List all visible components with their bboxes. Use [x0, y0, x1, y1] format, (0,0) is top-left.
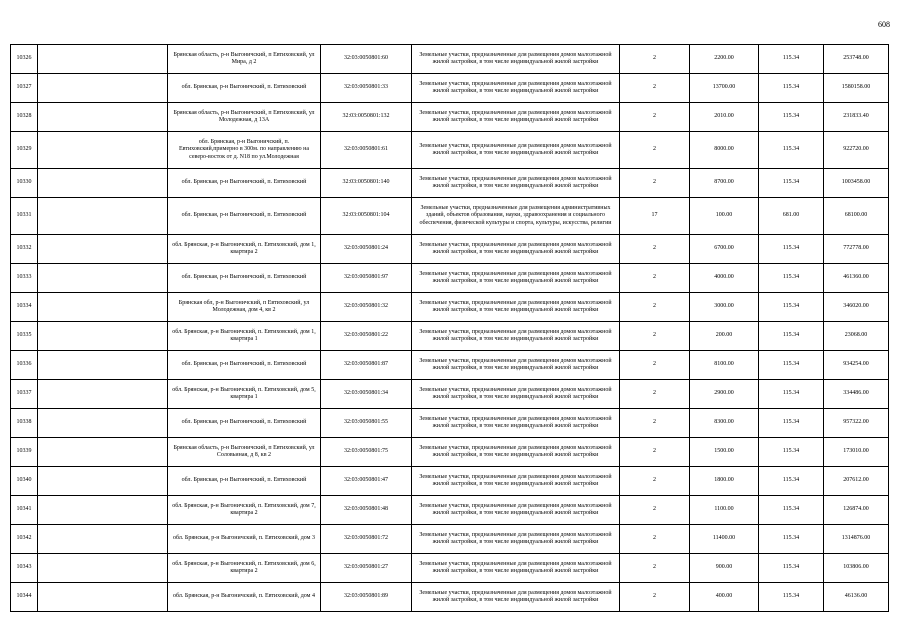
cadastral-number-cell: 32:03:0050801:34 — [321, 380, 412, 409]
land-use-cell: Земельные участки, предназначенные для размещения домов малоэтажной жилой застройки, в том числе индивидуальной жилой застройки — [412, 74, 620, 103]
area-cell: 2200.00 — [690, 45, 759, 74]
cadastral-value-cell: 68100.00 — [824, 198, 889, 235]
row-number: 10344 — [11, 583, 38, 612]
cadastral-number-cell: 32:03:0050801:48 — [321, 496, 412, 525]
cadastral-number-cell: 32:03:0050801:140 — [321, 169, 412, 198]
row-number: 10327 — [11, 74, 38, 103]
row-number: 10329 — [11, 132, 38, 169]
spacer-cell — [38, 380, 168, 409]
table-row — [11, 322, 889, 351]
cadastral-number-cell: 32:03:0050801:60 — [321, 45, 412, 74]
area-cell: 1500.00 — [690, 438, 759, 467]
address-cell: обл. Брянская, р-н Выгоничский, п. Евтиховский, дом 7, квартира 2 — [168, 496, 321, 525]
address-cell: Брянская обл, р-н Выгоничский, п Евтиховский, ул Молодежная, дом 4, кв 2 — [168, 293, 321, 322]
spacer-cell — [38, 351, 168, 380]
cadastral-value-cell: 1580158.00 — [824, 74, 889, 103]
address-cell: обл. Брянская, р-н Выгоничский, п. Евтиховский, дом 1, квартира 1 — [168, 322, 321, 351]
land-use-cell: Земельные участки, предназначенные для размещения домов малоэтажной жилой застройки, в том числе индивидуальной жилой застройки — [412, 525, 620, 554]
row-number: 10326 — [11, 45, 38, 74]
cadastral-number-cell: 32:03:0050801:89 — [321, 583, 412, 612]
land-use-cell: Земельные участки, предназначенные для размещения домов малоэтажной жилой застройки, в том числе индивидуальной жилой застройки — [412, 438, 620, 467]
specific-value-cell: 115.34 — [759, 103, 824, 132]
row-number: 10336 — [11, 351, 38, 380]
address-cell: Брянская область, р-н Выгоничский, п Евтиховский, ул Молодежная, д 13А — [168, 103, 321, 132]
cadastral-value-cell: 23068.00 — [824, 322, 889, 351]
spacer-cell — [38, 409, 168, 438]
group-cell: 2 — [620, 583, 690, 612]
land-use-cell: Земельные участки, предназначенные для размещения домов малоэтажной жилой застройки, в том числе индивидуальной жилой застройки — [412, 132, 620, 169]
row-number: 10330 — [11, 169, 38, 198]
land-use-cell: Земельные участки, предназначенные для размещения домов малоэтажной жилой застройки, в том числе индивидуальной жилой застройки — [412, 322, 620, 351]
specific-value-cell: 115.34 — [759, 380, 824, 409]
group-cell: 2 — [620, 351, 690, 380]
cadastral-number-cell: 32:03:0050801:87 — [321, 351, 412, 380]
address-cell: обл. Брянская, р-н Выгоничский, п. Евтиховский, дом 3 — [168, 525, 321, 554]
address-cell: обл. Брянская, р-н Выгоничский, п. Евтиховский — [168, 409, 321, 438]
group-cell: 2 — [620, 554, 690, 583]
specific-value-cell: 115.34 — [759, 235, 824, 264]
spacer-cell — [38, 467, 168, 496]
group-cell: 17 — [620, 198, 690, 235]
spacer-cell — [38, 103, 168, 132]
area-cell: 8100.00 — [690, 351, 759, 380]
cadastral-number-cell: 32:03:0050801:32 — [321, 293, 412, 322]
table-row — [11, 380, 889, 409]
cadastral-value-cell: 957322.00 — [824, 409, 889, 438]
specific-value-cell: 115.34 — [759, 293, 824, 322]
address-cell: обл. Брянская, р-н Выгоничский, п. Евтиховский,примерно в 300м. по направлению на северо-восток от д. N18 по ул.Молодежная — [168, 132, 321, 169]
spacer-cell — [38, 74, 168, 103]
cadastral-number-cell: 32:03:0050801:47 — [321, 467, 412, 496]
area-cell: 6700.00 — [690, 235, 759, 264]
address-cell: обл. Брянская, р-н Выгоничский, п. Евтиховский — [168, 74, 321, 103]
area-cell: 1800.00 — [690, 467, 759, 496]
table-row — [11, 103, 889, 132]
area-cell: 8300.00 — [690, 409, 759, 438]
address-cell: обл. Брянская, р-н Выгоничский, п. Евтиховский — [168, 351, 321, 380]
table-row — [11, 467, 889, 496]
cadastral-number-cell: 32:03:0050801:75 — [321, 438, 412, 467]
land-use-cell: Земельные участки, предназначенные для размещения домов малоэтажной жилой застройки, в том числе индивидуальной жилой застройки — [412, 264, 620, 293]
cadastral-number-cell: 32:03:0050801:27 — [321, 554, 412, 583]
spacer-cell — [38, 583, 168, 612]
spacer-cell — [38, 554, 168, 583]
area-cell: 200.00 — [690, 322, 759, 351]
table-row — [11, 45, 889, 74]
cadastral-number-cell: 32:03:0050801:33 — [321, 74, 412, 103]
group-cell: 2 — [620, 467, 690, 496]
cadastral-number-cell: 32:03:0050801:104 — [321, 198, 412, 235]
table-row — [11, 525, 889, 554]
cadastral-value-cell: 46136.00 — [824, 583, 889, 612]
spacer-cell — [38, 45, 168, 74]
cadastral-value-cell: 922720.00 — [824, 132, 889, 169]
address-cell: обл. Брянская, р-н Выгоничский, п. Евтиховский, дом 4 — [168, 583, 321, 612]
group-cell: 2 — [620, 235, 690, 264]
area-cell: 13700.00 — [690, 74, 759, 103]
land-use-cell: Земельные участки, предназначенные для размещения домов малоэтажной жилой застройки, в том числе индивидуальной жилой застройки — [412, 293, 620, 322]
cadastral-value-cell: 346020.00 — [824, 293, 889, 322]
specific-value-cell: 115.34 — [759, 264, 824, 293]
land-use-cell: Земельные участки, предназначенные для размещения домов малоэтажной жилой застройки, в том числе индивидуальной жилой застройки — [412, 103, 620, 132]
spacer-cell — [38, 235, 168, 264]
table-row — [11, 293, 889, 322]
row-number: 10338 — [11, 409, 38, 438]
land-use-cell: Земельные участки, предназначенные для размещения домов малоэтажной жилой застройки, в том числе индивидуальной жилой застройки — [412, 380, 620, 409]
row-number: 10339 — [11, 438, 38, 467]
spacer-cell — [38, 496, 168, 525]
specific-value-cell: 115.34 — [759, 554, 824, 583]
group-cell: 2 — [620, 169, 690, 198]
group-cell: 2 — [620, 322, 690, 351]
area-cell: 8000.00 — [690, 132, 759, 169]
land-use-cell: Земельные участки, предназначенные для размещения домов малоэтажной жилой застройки, в том числе индивидуальной жилой застройки — [412, 409, 620, 438]
row-number: 10328 — [11, 103, 38, 132]
table-row — [11, 554, 889, 583]
cadastral-value-cell: 1314876.00 — [824, 525, 889, 554]
area-cell: 11400.00 — [690, 525, 759, 554]
group-cell: 2 — [620, 496, 690, 525]
table-row — [11, 198, 889, 235]
area-cell: 100.00 — [690, 198, 759, 235]
spacer-cell — [38, 322, 168, 351]
row-number: 10341 — [11, 496, 38, 525]
group-cell: 2 — [620, 438, 690, 467]
spacer-cell — [38, 198, 168, 235]
group-cell: 2 — [620, 74, 690, 103]
table-row — [11, 409, 889, 438]
table-row — [11, 169, 889, 198]
group-cell: 2 — [620, 380, 690, 409]
address-cell: обл. Брянская, р-н Выгоничский, п. Евтиховский, дом 5, квартира 1 — [168, 380, 321, 409]
land-registry-table — [10, 44, 889, 612]
row-number: 10337 — [11, 380, 38, 409]
row-number: 10342 — [11, 525, 38, 554]
address-cell: Брянская область, р-н Выгоничский, п Евтиховский, ул Мира, д 2 — [168, 45, 321, 74]
specific-value-cell: 115.34 — [759, 496, 824, 525]
group-cell: 2 — [620, 264, 690, 293]
land-use-cell: Земельные участки, предназначенные для размещения домов малоэтажной жилой застройки, в том числе индивидуальной жилой застройки — [412, 235, 620, 264]
row-number: 10343 — [11, 554, 38, 583]
address-cell: обл. Брянская, р-н Выгоничский, п. Евтиховский — [168, 198, 321, 235]
cadastral-value-cell: 934254.00 — [824, 351, 889, 380]
area-cell: 4000.00 — [690, 264, 759, 293]
spacer-cell — [38, 264, 168, 293]
cadastral-number-cell: 32:03:0050801:24 — [321, 235, 412, 264]
address-cell: обл. Брянская, р-н Выгоничский, п. Евтиховский — [168, 467, 321, 496]
table-row — [11, 438, 889, 467]
cadastral-value-cell: 334486.00 — [824, 380, 889, 409]
cadastral-value-cell: 461360.00 — [824, 264, 889, 293]
cadastral-number-cell: 32:03:0050801:22 — [321, 322, 412, 351]
address-cell: Брянская область, р-н Выгоничский, п Евтиховский, ул Соловьиная, д 8, кв 2 — [168, 438, 321, 467]
spacer-cell — [38, 132, 168, 169]
area-cell: 1100.00 — [690, 496, 759, 525]
table-row — [11, 74, 889, 103]
address-cell: обл. Брянская, р-н Выгоничский, п. Евтиховский — [168, 264, 321, 293]
cadastral-number-cell: 32:03:0050801:72 — [321, 525, 412, 554]
spacer-cell — [38, 169, 168, 198]
table-row — [11, 235, 889, 264]
group-cell: 2 — [620, 409, 690, 438]
area-cell: 2900.00 — [690, 380, 759, 409]
group-cell: 2 — [620, 525, 690, 554]
land-use-cell: Земельные участки, предназначенные для размещения домов малоэтажной жилой застройки, в том числе индивидуальной жилой застройки — [412, 45, 620, 74]
land-use-cell: Земельные участки, предназначенные для размещения домов малоэтажной жилой застройки, в том числе индивидуальной жилой застройки — [412, 496, 620, 525]
specific-value-cell: 115.34 — [759, 132, 824, 169]
cadastral-value-cell: 173010.00 — [824, 438, 889, 467]
cadastral-value-cell: 772778.00 — [824, 235, 889, 264]
table-row — [11, 496, 889, 525]
specific-value-cell: 115.34 — [759, 45, 824, 74]
area-cell: 3000.00 — [690, 293, 759, 322]
table-row — [11, 132, 889, 169]
specific-value-cell: 115.34 — [759, 351, 824, 380]
land-use-cell: Земельные участки, предназначенные для размещения домов малоэтажной жилой застройки, в том числе индивидуальной жилой застройки — [412, 583, 620, 612]
spacer-cell — [38, 525, 168, 554]
land-use-cell: Земельные участки, предназначенные для размещения домов малоэтажной жилой застройки, в том числе индивидуальной жилой застройки — [412, 467, 620, 496]
cadastral-number-cell: 32:03:0050801:132 — [321, 103, 412, 132]
specific-value-cell: 115.34 — [759, 169, 824, 198]
spacer-cell — [38, 438, 168, 467]
address-cell: обл. Брянская, р-н Выгоничский, п. Евтиховский, дом 1, квартира 2 — [168, 235, 321, 264]
cadastral-number-cell: 32:03:0050801:61 — [321, 132, 412, 169]
group-cell: 2 — [620, 45, 690, 74]
row-number: 10332 — [11, 235, 38, 264]
specific-value-cell: 115.34 — [759, 525, 824, 554]
table-row — [11, 351, 889, 380]
cadastral-value-cell: 126874.00 — [824, 496, 889, 525]
specific-value-cell: 681.00 — [759, 198, 824, 235]
spacer-cell — [38, 293, 168, 322]
row-number: 10340 — [11, 467, 38, 496]
row-number: 10335 — [11, 322, 38, 351]
specific-value-cell: 115.34 — [759, 74, 824, 103]
page-number: 608 — [878, 20, 890, 29]
area-cell: 8700.00 — [690, 169, 759, 198]
area-cell: 900.00 — [690, 554, 759, 583]
land-use-cell: Земельные участки, предназначенные для размещения домов малоэтажной жилой застройки, в том числе индивидуальной жилой застройки — [412, 554, 620, 583]
row-number: 10334 — [11, 293, 38, 322]
table-row — [11, 583, 889, 612]
address-cell: обл. Брянская, р-н Выгоничский, п. Евтиховский — [168, 169, 321, 198]
cadastral-value-cell: 207612.00 — [824, 467, 889, 496]
cadastral-value-cell: 253748.00 — [824, 45, 889, 74]
area-cell: 400.00 — [690, 583, 759, 612]
specific-value-cell: 115.34 — [759, 409, 824, 438]
land-use-cell: Земельные участки, предназначенные для размещения административных зданий, объектов образования, науки, здравоохранения и социального обеспечения, физической культуры и спорта, культуры, искусства, религии — [412, 198, 620, 235]
group-cell: 2 — [620, 132, 690, 169]
cadastral-value-cell: 103806.00 — [824, 554, 889, 583]
row-number: 10333 — [11, 264, 38, 293]
specific-value-cell: 115.34 — [759, 438, 824, 467]
land-use-cell: Земельные участки, предназначенные для размещения домов малоэтажной жилой застройки, в том числе индивидуальной жилой застройки — [412, 169, 620, 198]
area-cell: 2010.00 — [690, 103, 759, 132]
group-cell: 2 — [620, 103, 690, 132]
table-row — [11, 264, 889, 293]
specific-value-cell: 115.34 — [759, 583, 824, 612]
row-number: 10331 — [11, 198, 38, 235]
group-cell: 2 — [620, 293, 690, 322]
specific-value-cell: 115.34 — [759, 322, 824, 351]
cadastral-value-cell: 231833.40 — [824, 103, 889, 132]
address-cell: обл. Брянская, р-н Выгоничский, п. Евтиховский, дом 6, квартира 2 — [168, 554, 321, 583]
cadastral-number-cell: 32:03:0050801:55 — [321, 409, 412, 438]
cadastral-value-cell: 1003458.00 — [824, 169, 889, 198]
specific-value-cell: 115.34 — [759, 467, 824, 496]
land-use-cell: Земельные участки, предназначенные для размещения домов малоэтажной жилой застройки, в том числе индивидуальной жилой застройки — [412, 351, 620, 380]
cadastral-number-cell: 32:03:0050801:97 — [321, 264, 412, 293]
